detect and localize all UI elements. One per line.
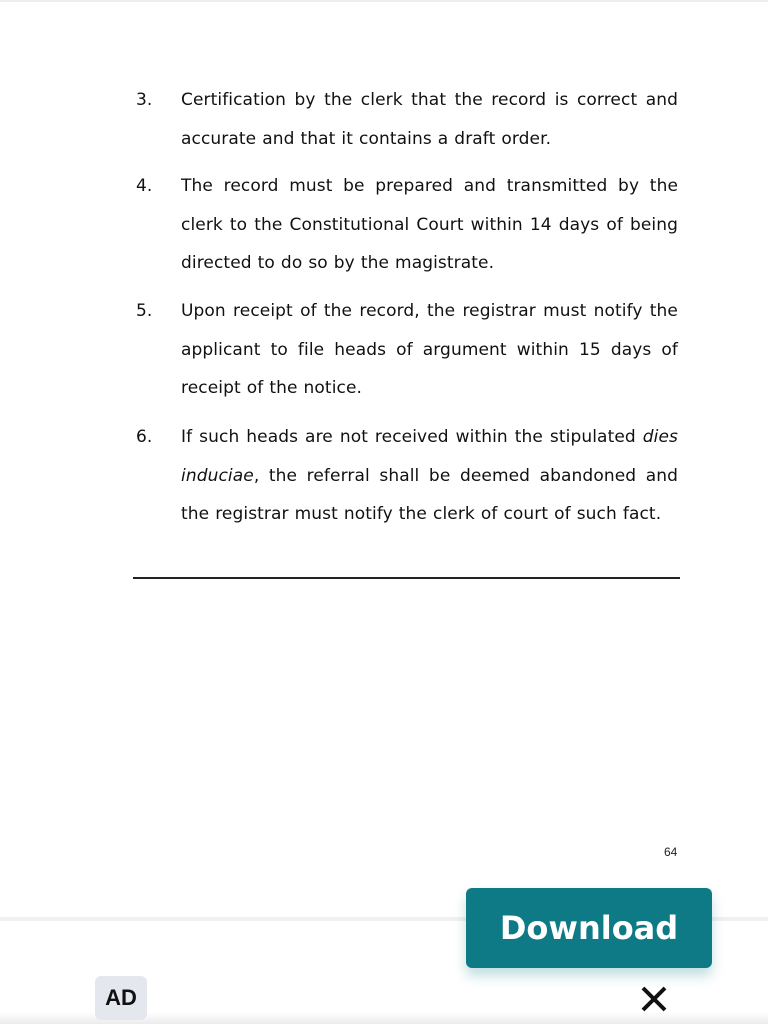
item-text: The record must be prepared and transmitted by the clerk to the Constitutional Court within 14 days of being directed to do so by the magistrate.	[181, 176, 678, 273]
download-button[interactable]: Download	[466, 888, 712, 968]
item-number: 6.	[136, 427, 153, 447]
item-number: 5.	[136, 301, 153, 321]
item-text: Certification by the clerk that the record is correct and accurate and that it contains a draft order.	[181, 90, 678, 149]
item-text-before: If such heads are not received within the stipulated	[181, 427, 643, 447]
section-divider	[133, 577, 680, 579]
item-number: 4.	[136, 176, 153, 196]
page-number: 64	[664, 845, 678, 859]
item-text	[181, 418, 678, 534]
ad-badge: AD	[95, 976, 147, 1020]
item-text: Upon receipt of the record, the registrar must notify the applicant to file heads of argument within 15 days of receipt of the notice.	[181, 301, 678, 398]
item-number: 3.	[136, 90, 153, 110]
item-text-after: , the referral shall be deemed abandoned and the registrar must notify the clerk of court of such fact.	[181, 465, 678, 524]
close-icon[interactable]	[638, 983, 670, 1015]
item-text-italic: dies induciae	[181, 427, 678, 486]
